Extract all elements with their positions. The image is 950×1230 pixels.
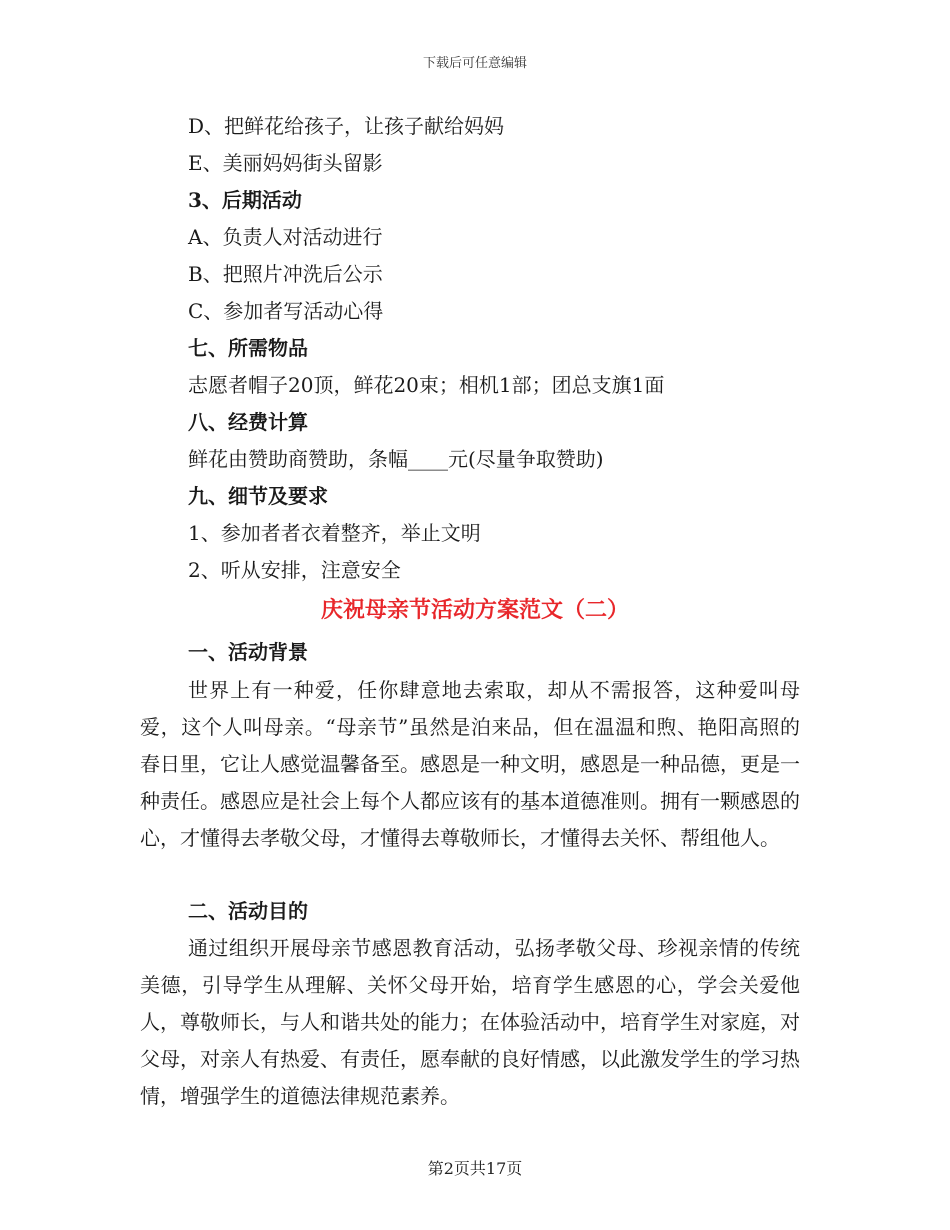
page-header: 下载后可任意编辑 (422, 56, 527, 71)
background-paragraph: 世界上有一种爱，任你肆意地去索取，却从不需报答，这种爱叫母爱，这个人叫母亲。“母亲节”虽然是泊来品，但在温温和煦、艳阳高照的春日里，它让人感觉温馨备至。感恩是一种文明，感恩是一种品德，更是一种责任。感恩应是社会上每个人都应该有的基本道德准则。拥有一颗感恩的心，才懂得去孝敬父母，才懂得去尊敬师长，才懂得去关怀、帮组他人。 (140, 678, 800, 850)
detail-item-2: 2、听从安排，注意安全 (188, 558, 401, 582)
list-item-e: E、美丽妈妈街头留影 (188, 151, 383, 175)
purpose-paragraph: 通过组织开展母亲节感恩教育活动，弘扬孝敬父母、珍视亲情的传统美德，引导学生从理解、关怀父母开始，培育学生感恩的心，学会关爱他人，尊敬师长，与人和谐共处的能力；在体验活动中，培育学生对家庭，对父母，对亲人有热爱、有责任，愿奉献的良好情感，以此激发学生的学习热情，增强学生的道德法律规范素养。 (140, 936, 800, 1108)
subheading-post-activity: 3、后期活动 (188, 188, 302, 212)
budget-text: 鲜花由赞助商赞助，条幅____元(尽量争取赞助) (188, 447, 604, 471)
heading-budget: 八、经费计算 (188, 410, 308, 434)
heading-materials: 七、所需物品 (188, 336, 308, 360)
heading-background: 一、活动背景 (188, 640, 308, 664)
list-item-d: D、把鲜花给孩子，让孩子献给妈妈 (188, 114, 505, 138)
heading-details: 九、细节及要求 (188, 484, 328, 508)
page-footer: 第2页共17页 (427, 1159, 523, 1178)
list-item-a: A、负责人对活动进行 (188, 225, 383, 249)
materials-text: 志愿者帽子20顶，鲜花20束；相机1部；团总支旗1面 (188, 373, 665, 397)
heading-purpose: 二、活动目的 (188, 899, 308, 923)
document-title: 庆祝母亲节活动方案范文（二） (320, 597, 629, 623)
detail-item-1: 1、参加者者衣着整齐，举止文明 (188, 521, 481, 545)
list-item-b: B、把照片冲洗后公示 (188, 262, 383, 286)
list-item-c: C、参加者写活动心得 (188, 299, 384, 323)
